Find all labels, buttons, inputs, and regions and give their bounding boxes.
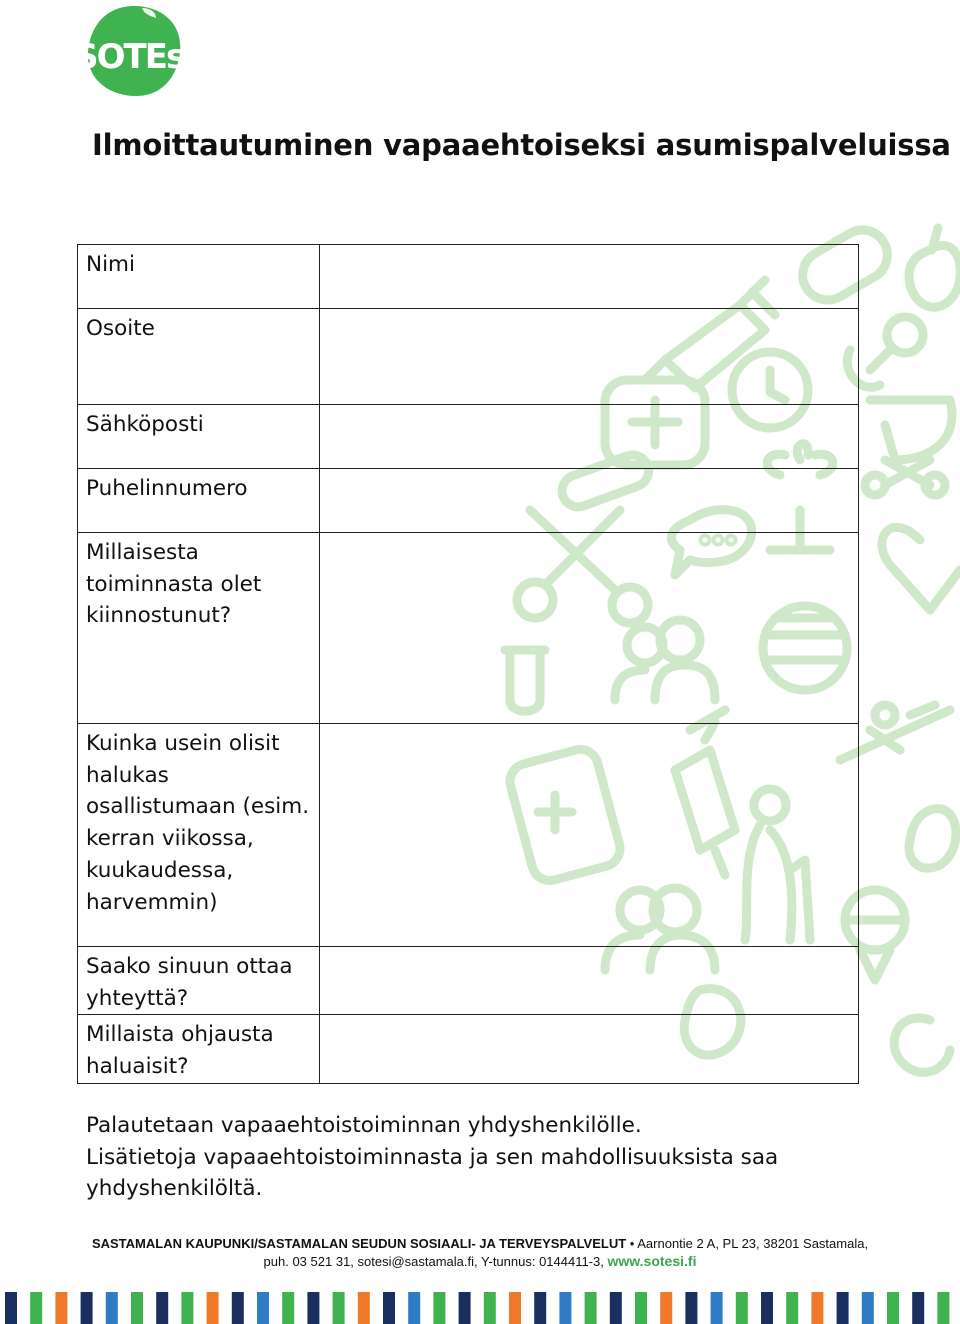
field-guidance[interactable] — [320, 1015, 859, 1083]
refresh-icon — [894, 1018, 950, 1072]
label-name: Nimi — [78, 245, 320, 309]
stripe-bar — [811, 1292, 823, 1324]
organization-name: SASTAMALAN KAUPUNKI/SASTAMALAN SEUDUN SOSIAALI- JA TERVEYSPALVELUT — [91, 1236, 627, 1251]
stripe-bar — [585, 1292, 597, 1324]
stripe-bar — [887, 1292, 899, 1324]
stripe-bar — [81, 1292, 93, 1324]
field-address[interactable] — [320, 309, 859, 405]
stripe-bar — [408, 1292, 420, 1324]
stripe-bar — [282, 1292, 294, 1324]
organization-address-line — [0, 1236, 960, 1251]
stripe-bar — [5, 1292, 17, 1324]
stripe-bar — [459, 1292, 471, 1324]
stripe-bar — [307, 1292, 319, 1324]
stripe-bar — [509, 1292, 521, 1324]
form-row-frequency — [78, 724, 859, 947]
separator-bullet: • — [629, 1236, 635, 1251]
form-row-interest — [78, 533, 859, 724]
field-name[interactable] — [320, 245, 859, 309]
stripe-bar — [358, 1292, 370, 1324]
street-address: Aarnontie 2 A, PL 23, 38201 Sastamala, — [637, 1236, 869, 1251]
form-row-guidance — [78, 1015, 859, 1083]
stripe-bar — [837, 1292, 849, 1324]
field-email[interactable] — [320, 405, 859, 469]
stripe-bar — [761, 1292, 773, 1324]
stripe-bar — [912, 1292, 924, 1324]
stroller-icon — [865, 400, 952, 495]
sotesi-logo — [74, 4, 194, 98]
label-interest: Millaisesta toiminnasta olet kiinnostunut? — [78, 533, 320, 724]
stripe-bar — [786, 1292, 798, 1324]
form-row-address — [78, 309, 859, 405]
field-contact-permission[interactable] — [320, 947, 859, 1015]
page-title: Ilmoittautuminen vapaaehtoiseksi asumispalveluissa — [92, 128, 951, 162]
stripe-bar — [610, 1292, 622, 1324]
label-contact-permission: Saako sinuun ottaa yhteyttä? — [78, 947, 320, 1015]
stripe-bar — [257, 1292, 269, 1324]
contact-line — [0, 1253, 960, 1269]
label-address: Osoite — [78, 309, 320, 405]
stripe-bar — [736, 1292, 748, 1324]
stripe-bar — [534, 1292, 546, 1324]
stripe-bar — [30, 1292, 42, 1324]
form-row-email — [78, 405, 859, 469]
stripe-bar — [862, 1292, 874, 1324]
return-note: Palautetaan vapaaehtoistoiminnan yhdyshenkilölle. — [86, 1113, 642, 1138]
stripe-bar — [660, 1292, 672, 1324]
svg-text:SOTEsi: SOTEsi — [74, 37, 194, 77]
field-phone[interactable] — [320, 469, 859, 533]
apple-icon-2 — [909, 809, 956, 868]
form-row-phone — [78, 469, 859, 533]
stripe-bar — [181, 1292, 193, 1324]
label-email: Sähköposti — [78, 405, 320, 469]
decorative-stripes — [0, 1292, 960, 1324]
stripe-bar — [131, 1292, 143, 1324]
stripe-bar — [55, 1292, 67, 1324]
stripe-bar — [685, 1292, 697, 1324]
field-interest[interactable] — [320, 533, 859, 724]
footer-notes — [86, 1110, 866, 1205]
heart-icon — [882, 527, 960, 610]
stripe-bar — [106, 1292, 118, 1324]
stripe-bar — [635, 1292, 647, 1324]
field-frequency[interactable] — [320, 724, 859, 947]
stripe-bar — [232, 1292, 244, 1324]
label-guidance: Millaista ohjausta haluaisit? — [78, 1015, 320, 1083]
form-row-contact-permission — [78, 947, 859, 1015]
stripe-bar — [207, 1292, 219, 1324]
contact-info: puh. 03 521 31, sotesi@sastamala.fi, Y-tunnus: 0144411-3, — [263, 1254, 604, 1269]
website-link[interactable]: www.sotesi.fi — [607, 1253, 697, 1269]
label-phone: Puhelinnumero — [78, 469, 320, 533]
stripe-bar — [333, 1292, 345, 1324]
registration-form — [77, 244, 859, 1084]
apple-icon — [909, 228, 960, 307]
stripe-bar — [559, 1292, 571, 1324]
stripe-bar — [433, 1292, 445, 1324]
stripe-bar — [156, 1292, 168, 1324]
stripe-bar — [937, 1292, 949, 1324]
label-frequency: Kuinka usein olisit halukas osallistumaan (esim. kerran viikossa, kuukaudessa, harvemmin) — [78, 724, 320, 947]
stripe-bar — [711, 1292, 723, 1324]
info-note: Lisätietoja vapaaehtoistoiminnasta ja sen mahdollisuuksista saa yhdyshenkilöltä. — [86, 1144, 779, 1202]
form-row-name — [78, 245, 859, 309]
stripe-bar — [484, 1292, 496, 1324]
stripe-bar — [383, 1292, 395, 1324]
